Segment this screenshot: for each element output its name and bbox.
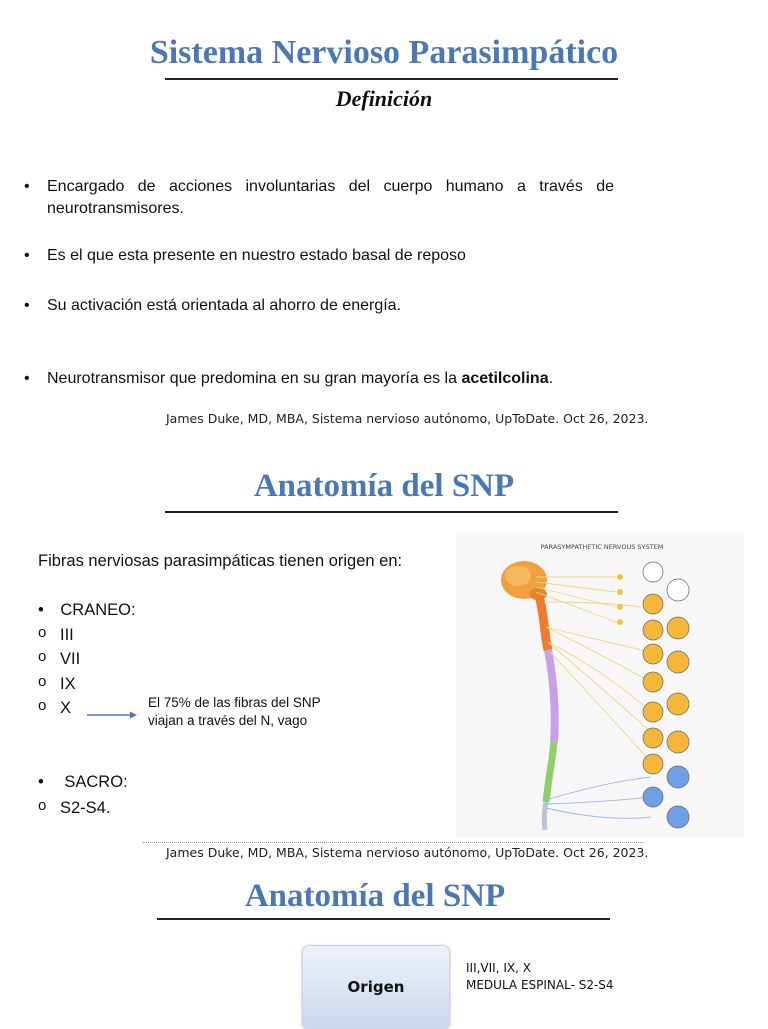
sub-marker: o bbox=[38, 624, 47, 641]
bullet-dot: • bbox=[24, 370, 30, 387]
slide1-citation: James Duke, MD, MBA, Sistema nervioso autónomo, UpToDate. Oct 26, 2023. bbox=[166, 411, 649, 426]
sacral-range: S2-S4. bbox=[60, 799, 111, 817]
definition-bullet-2 bbox=[24, 245, 614, 267]
nerve-ix: IX bbox=[60, 675, 76, 693]
slide2-citation: James Duke, MD, MBA, Sistema nervioso autónomo, UpToDate. Oct 26, 2023. bbox=[166, 845, 649, 860]
bullet-dot: • bbox=[38, 773, 44, 791]
origin-label: Origen bbox=[347, 978, 405, 996]
bullet-dot: • bbox=[24, 247, 30, 264]
slide1-title: Sistema Nervioso Parasimpático bbox=[149, 34, 619, 71]
sub-marker: o bbox=[38, 697, 47, 714]
nerve-vii: VII bbox=[60, 650, 81, 668]
nerve-iii: III bbox=[60, 626, 74, 644]
bullet4-suffix: . bbox=[548, 370, 554, 387]
slide2-separator bbox=[143, 842, 643, 843]
fibers-intro: Fibras nerviosas parasimpáticas tienen origen en: bbox=[38, 552, 403, 570]
origin-line1: III,VII, IX, X bbox=[466, 961, 531, 975]
definition-bullet-4 bbox=[24, 368, 614, 390]
origin-box bbox=[302, 945, 450, 1029]
sacro-label: SACRO: bbox=[64, 773, 128, 791]
parasympathetic-figure bbox=[456, 532, 744, 838]
craneo-item bbox=[38, 601, 136, 620]
bullet4-bold: acetilcolina bbox=[461, 370, 549, 387]
sub-marker: o bbox=[38, 648, 47, 665]
bullet-text: Encargado de acciones involuntarias del cuerpo humano a través de neurotransmisores. bbox=[47, 178, 614, 217]
sacro-item bbox=[38, 773, 128, 792]
vagus-note bbox=[148, 694, 321, 730]
slide1-subtitle: Definición bbox=[335, 86, 433, 111]
arrow-icon bbox=[86, 709, 138, 721]
bullet-text: Es el que esta presente en nuestro estado basal de reposo bbox=[47, 247, 466, 264]
bullet-dot: • bbox=[38, 601, 44, 619]
vagus-note-line2: viajan a través del N, vago bbox=[148, 713, 308, 728]
figure-title: PARASYMPATHETIC NERVOUS SYSTEM bbox=[540, 543, 664, 551]
craneo-label: CRANEO: bbox=[60, 601, 136, 619]
slide3-title-rule bbox=[157, 918, 610, 920]
definition-bullet-3 bbox=[24, 295, 614, 317]
bullet-dot: • bbox=[24, 297, 30, 314]
sub-marker: o bbox=[38, 797, 47, 814]
slide2-title: Anatomía del SNP bbox=[253, 468, 515, 504]
vagus-note-line1: El 75% de las fibras del SNP bbox=[148, 695, 321, 710]
slide3-title: Anatomía del SNP bbox=[244, 878, 506, 914]
slide1-title-rule bbox=[165, 78, 618, 80]
bullet4-prefix: Neurotransmisor que predomina en su gran mayoría es la bbox=[47, 370, 462, 387]
slide2-title-rule bbox=[165, 511, 618, 513]
bullet-dot: • bbox=[24, 178, 30, 195]
definition-bullet-1 bbox=[24, 176, 614, 220]
origin-line2: MEDULA ESPINAL- S2-S4 bbox=[466, 978, 614, 992]
bullet-text bbox=[47, 368, 614, 390]
bullet-text: Su activación está orientada al ahorro de energía. bbox=[47, 297, 402, 314]
sub-marker: o bbox=[38, 673, 47, 690]
nerve-x: X bbox=[60, 699, 72, 717]
